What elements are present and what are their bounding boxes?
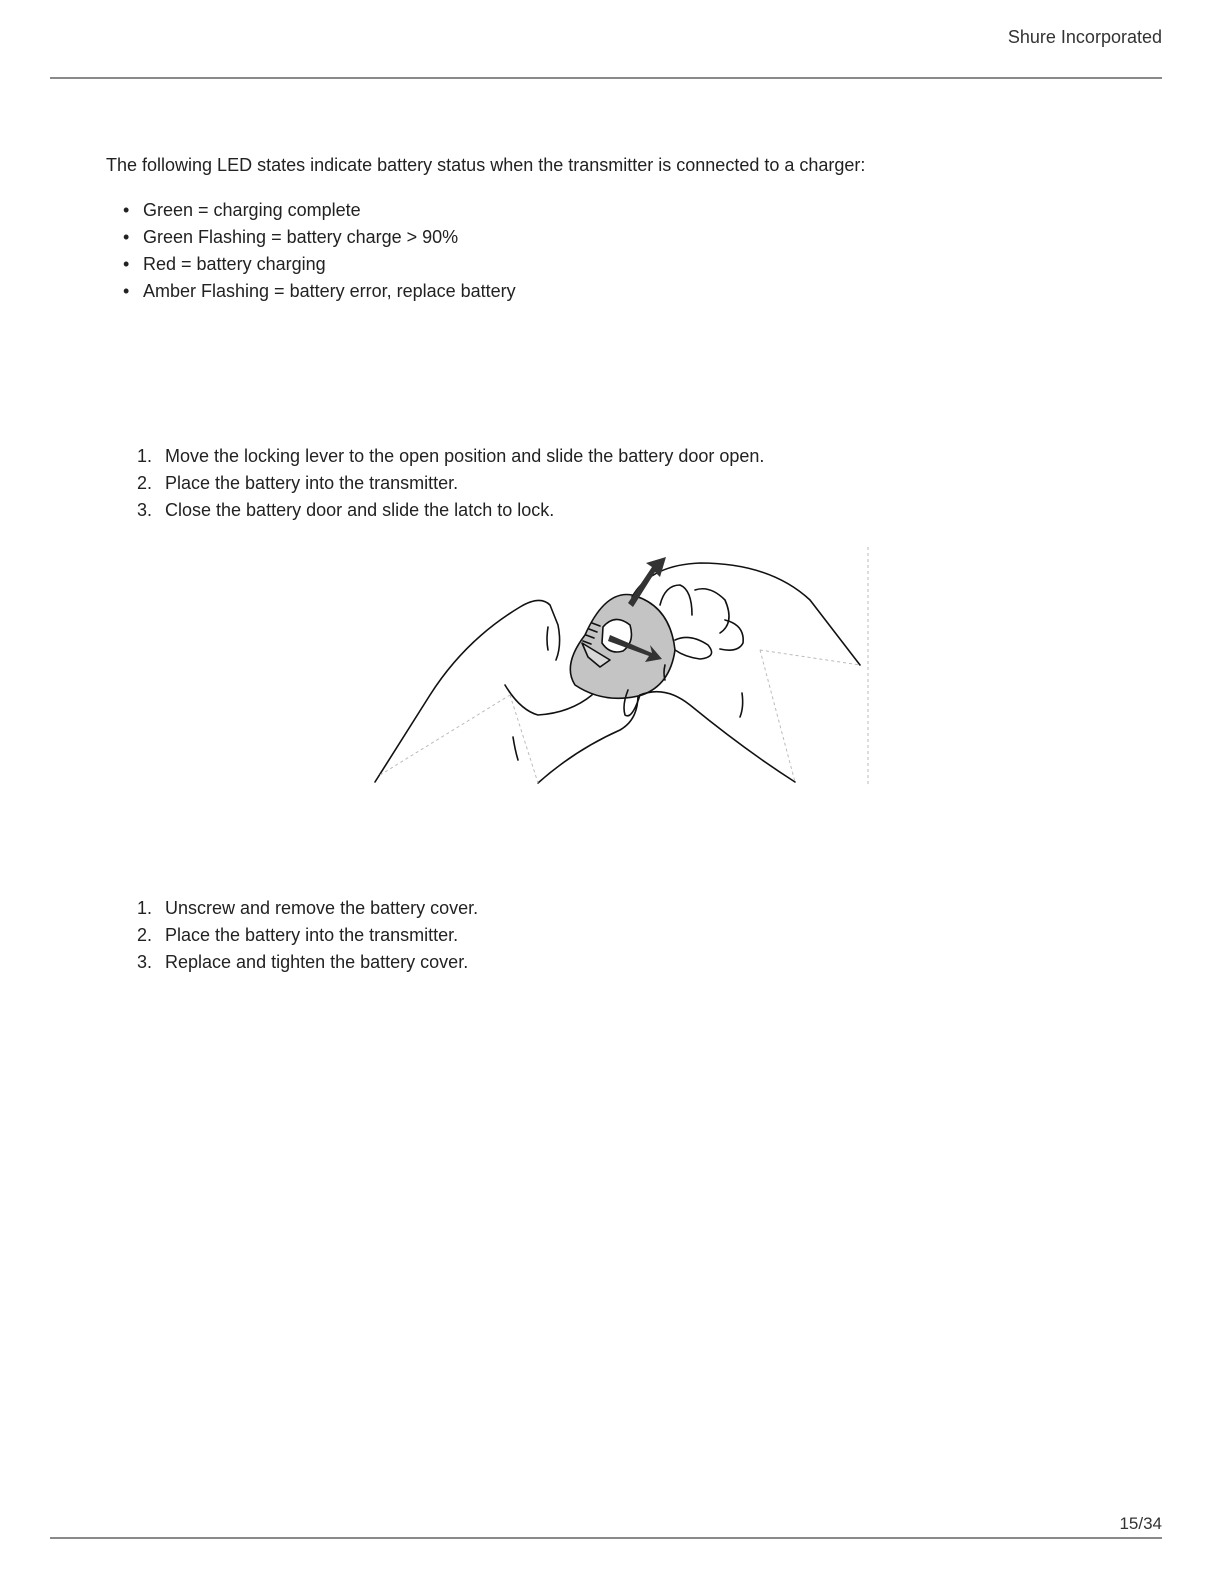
- step-text: Unscrew and remove the battery cover.: [165, 898, 479, 918]
- step-number: 2.: [137, 473, 153, 493]
- list-item: [137, 445, 765, 472]
- step-text: Replace and tighten the battery cover.: [165, 952, 469, 972]
- handheld-install-steps: [137, 897, 479, 978]
- page-number: 15/34: [1119, 1514, 1162, 1533]
- step-text: Move the locking lever to the open position and slide the battery door open.: [165, 446, 765, 466]
- battery-install-illustration: [370, 545, 875, 790]
- company-name: Shure Incorporated: [1007, 27, 1162, 47]
- list-item: • Green Flashing = battery charge > 90%: [143, 226, 516, 253]
- step-text: Place the battery into the transmitter.: [165, 473, 459, 493]
- step-number: 3.: [137, 500, 153, 520]
- arrow-up-icon: [628, 557, 666, 607]
- list-item: [137, 924, 478, 951]
- left-forearm-edge: [538, 695, 638, 783]
- step-text: Place the battery into the transmitter.: [165, 925, 459, 945]
- list-item: • Red = battery charging: [143, 253, 516, 280]
- step-number: 2.: [137, 925, 153, 945]
- list-item: • Green = charging complete: [143, 199, 516, 226]
- page-header: [50, 0, 1162, 79]
- step-text: Close the battery door and slide the latch to lock.: [165, 500, 555, 520]
- list-item: • Amber Flashing = battery error, replace battery: [143, 280, 516, 307]
- led-intro: The following LED states indicate battery status when the transmitter is connected to a charger:: [106, 155, 866, 175]
- list-item: [137, 499, 764, 526]
- led-state-list: [143, 199, 516, 307]
- left-palm-edge: [505, 685, 592, 715]
- list-item: [137, 897, 479, 924]
- step-number: 1.: [137, 898, 153, 918]
- page-footer-rule: [50, 1537, 1162, 1539]
- left-hand-outline: [375, 600, 560, 782]
- step-number: 3.: [137, 952, 153, 972]
- list-item: [137, 951, 478, 978]
- bodypack-install-steps: [137, 445, 765, 526]
- list-item: [137, 472, 764, 499]
- step-number: 1.: [137, 446, 153, 466]
- right-forearm-edge: [640, 692, 795, 782]
